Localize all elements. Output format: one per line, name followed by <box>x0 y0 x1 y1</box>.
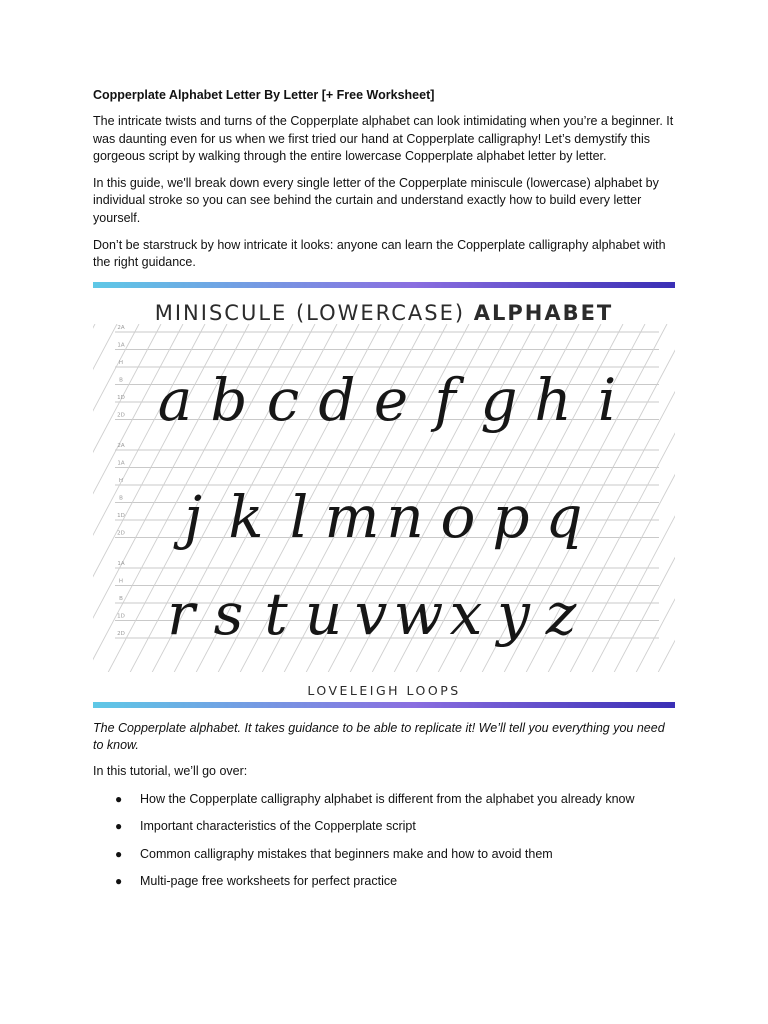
figure-heading: MINISCULE (LOWERCASE) ALPHABET <box>154 300 614 325</box>
script-letter-u: u <box>304 579 343 648</box>
guideline-label: 1A <box>117 460 125 467</box>
script-letter-a: a <box>157 365 193 434</box>
guideline-label: H <box>118 477 124 484</box>
guideline-label: 2A <box>117 442 125 449</box>
script-letter-p: p <box>492 482 530 551</box>
bottom-gradient-bar <box>93 702 675 708</box>
document-title: Copperplate Alphabet Letter By Letter [+ Free Worksheet] <box>93 88 435 102</box>
list-item: ● How the Copperplate calligraphy alphabet is different from the alphabet you already know <box>115 791 635 806</box>
bullet-icon: ● <box>115 846 123 861</box>
guideline-label: 2D <box>117 630 125 637</box>
guideline-label: H <box>118 359 124 366</box>
script-letter-h: h <box>534 365 572 434</box>
script-letter-r: r <box>167 579 195 648</box>
alphabet-figure-svg <box>93 282 675 709</box>
guideline-label: H <box>118 578 124 585</box>
guideline-label: 1D <box>117 613 125 620</box>
slant-guideline <box>93 324 95 682</box>
slant-guideline <box>93 324 117 682</box>
script-letter-d: d <box>318 365 356 434</box>
guideline-label: 1A <box>117 342 125 349</box>
alphabet-figure <box>93 282 675 709</box>
list-item: ● Important characteristics of the Copperplate script <box>115 819 416 834</box>
bullet-icon: ● <box>115 791 123 806</box>
script-letter-x: x <box>449 579 483 648</box>
guideline-label: 1D <box>117 394 125 401</box>
script-letter-f: f <box>434 365 456 434</box>
guideline-label: B <box>119 495 123 502</box>
guideline-label: 1A <box>117 560 125 567</box>
script-letter-k: k <box>228 482 264 551</box>
figure-footer-brand: LOVELEIGH LOOPS <box>307 682 461 698</box>
document-page <box>93 86 677 901</box>
script-letter-e: e <box>373 365 409 434</box>
guideline-labels <box>117 325 125 637</box>
script-letter-b: b <box>210 365 248 434</box>
script-letter-n: n <box>386 482 424 551</box>
script-letter-o: o <box>440 482 476 551</box>
script-letter-g: g <box>480 365 518 434</box>
script-letter-z: z <box>545 579 577 648</box>
guideline-label: 2A <box>117 324 125 331</box>
list-item: ● Multi-page free worksheets for perfect practice <box>115 874 398 889</box>
top-gradient-bar <box>93 282 675 288</box>
guideline-label: 2D <box>117 530 125 537</box>
script-letter-q: q <box>545 482 583 551</box>
figure-caption: The Copperplate alphabet. It takes guidance to be able to replicate it! We’ll tell you everything you need to know. <box>93 720 665 753</box>
script-letter-i: i <box>597 365 617 434</box>
paragraph-encouragement: Don’t be starstruck by how intricate it looks: anyone can learn the Copperplate calligraphy alphabet with the right guidance. <box>93 237 666 270</box>
guideline-label: B <box>119 595 123 602</box>
bullet-icon: ● <box>115 819 123 834</box>
guideline-label: B <box>119 377 123 384</box>
tutorial-intro: In this tutorial, we’ll go over: <box>93 763 248 778</box>
paragraph-intro: The intricate twists and turns of the Copperplate alphabet can look intimidating when you’re a beginner. It was daunting even for us when we first tried our hand at Copperplate calligraphy! Let’s demystify this gorgeous script by walking through the entire lowercase Copperplate alphabet letter by letter. <box>93 114 674 164</box>
script-letter-l: l <box>289 482 309 551</box>
script-letter-v: v <box>354 579 388 648</box>
script-letters <box>158 366 617 648</box>
script-letter-t: t <box>264 579 288 648</box>
list-item: ● Common calligraphy mistakes that beginners make and how to avoid them <box>115 846 553 861</box>
bullet-icon: ● <box>115 874 123 889</box>
script-letter-m: m <box>324 482 380 551</box>
paragraph-guide: In this guide, we'll break down every single letter of the Copperplate miniscule (lowercase) alphabet by individual stroke so you can see behind the curtain and understand exactly how to build every letter yourself. <box>93 175 659 225</box>
guideline-label: 2D <box>117 412 125 419</box>
script-letter-c: c <box>266 365 300 434</box>
guideline-label: 1D <box>117 512 125 519</box>
script-letter-j: j <box>184 482 202 551</box>
tutorial-list <box>93 791 677 891</box>
script-letter-y: y <box>497 579 530 648</box>
script-letter-w: w <box>393 579 444 648</box>
script-letter-s: s <box>213 579 244 648</box>
